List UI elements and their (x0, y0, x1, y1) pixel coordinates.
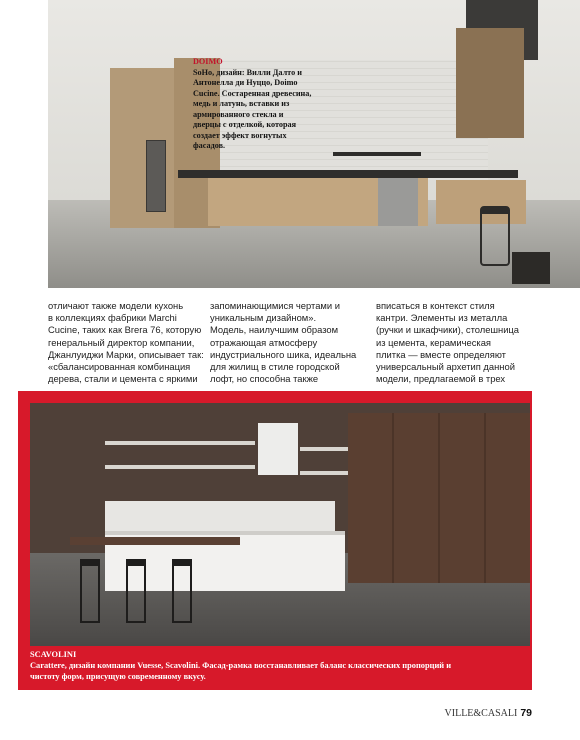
article-line: в коллекциях фабрики Marchi (48, 312, 177, 324)
article-line: (ручки и шкафчики), столешница (376, 324, 520, 336)
oven (146, 140, 166, 212)
wall-shelf (105, 441, 255, 445)
caption-line: фасадов. (193, 141, 226, 150)
caption-line: чистоту форм, присущую современному вкусу. (30, 672, 206, 682)
bottom-photo-caption (30, 649, 526, 683)
article-line: индустриального шика, идеальна (210, 348, 357, 360)
bottom-kitchen-photo (30, 403, 530, 646)
caption-line: армированного стекла и (193, 109, 284, 119)
caption-line: SoHo, дизайн: Вилли Далто и (193, 67, 302, 77)
backsplash (105, 501, 335, 531)
bag (512, 252, 550, 284)
article-line: отражающая атмосферу (210, 336, 318, 348)
wall-unit (456, 28, 524, 138)
article-line: «сбалансированная комбинация (48, 361, 191, 373)
article-line: генеральный директор компании, (48, 336, 195, 348)
page-footer (445, 707, 532, 719)
countertop (178, 170, 518, 178)
island-top (70, 537, 240, 545)
tall-cabinet (110, 68, 176, 228)
bar-stool (172, 559, 192, 623)
article-line: универсальный архетип данной (376, 361, 515, 373)
article-line: лофт, но способна также (210, 373, 319, 385)
article-column-2 (210, 300, 370, 385)
caption-brand: DOIMO (193, 57, 223, 66)
dishwasher (378, 178, 418, 226)
wall-shelf (105, 465, 255, 469)
wall-shelf (300, 447, 348, 451)
article-line: Cucine, таких как Brera 76, которую (48, 324, 202, 336)
caption-line: медь и латунь, вставки из (193, 99, 290, 108)
article-line: отличают также модели кухонь (48, 300, 184, 311)
page-number: 79 (520, 707, 532, 719)
article-line: Модель, наилучшим образом (210, 324, 339, 336)
caption-line: Cucine. Состаренная древесина, (193, 88, 312, 98)
caption-brand: SCAVOLINI (30, 650, 77, 659)
bar-stool (480, 206, 510, 266)
article-line: запоминающимися чертами и (210, 300, 340, 311)
bar-stool (80, 559, 100, 623)
top-photo-caption (193, 57, 353, 152)
wall-shelf (300, 471, 348, 475)
caption-line: дверцы с отделкой, которая (193, 120, 297, 129)
shelf (333, 152, 421, 156)
article-line: для жилищ в стиле городской (210, 361, 340, 373)
article-line: кантри. Элементы из металла (376, 312, 508, 324)
bar-stool (126, 559, 146, 623)
caption-line: Carattere, дизайн компании Vuesse, Scavolini. Фасад-рамка восстанавливает баланс классических пропорций и (30, 661, 452, 671)
article-line: Джанлуиджи Марки, описывает так: (48, 348, 204, 360)
article-column-1 (48, 300, 208, 385)
tall-wood-cabinets (348, 413, 530, 583)
caption-line: создает эффект вогнутых (193, 130, 287, 140)
magazine-name: VILLE&CASALI (444, 708, 518, 719)
caption-line: Антонелла ди Нуццо, Doimo (193, 78, 298, 87)
article-line: дерева, стали и цемента с яркими (48, 373, 198, 385)
range-hood (258, 423, 298, 475)
article-line: плитка — вместе определяют (376, 348, 506, 360)
article-line: вписаться в контекст стиля (376, 300, 495, 311)
article-line: уникальным дизайном». (210, 312, 317, 324)
article-line: модели, предлагаемой в трех (376, 373, 506, 385)
article-column-3 (376, 300, 536, 385)
article-line: из цемента, керамическая (376, 336, 491, 348)
